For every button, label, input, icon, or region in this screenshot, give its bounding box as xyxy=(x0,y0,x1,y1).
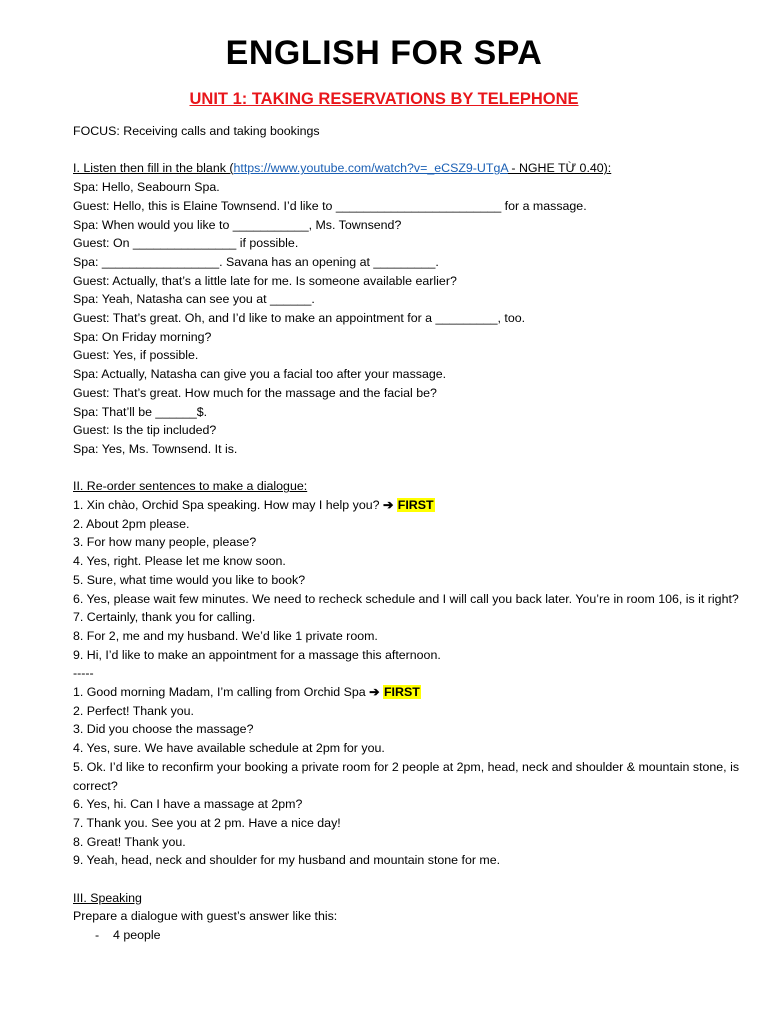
dialogue-1-first-text: 1. Xin chào, Orchid Spa speaking. How may I help you? xyxy=(73,498,380,513)
youtube-link[interactable]: https://www.youtube.com/watch?v=_eCSZ9-UTgA xyxy=(233,161,508,176)
reorder-line: 2. About 2pm please. xyxy=(73,516,190,531)
reorder-line: 5. Sure, what time would you like to book? xyxy=(73,572,306,587)
reorder-line: 3. Did you choose the massage? xyxy=(73,722,254,737)
dialogue-line: Guest: Yes, if possible. xyxy=(73,348,199,363)
document-body xyxy=(73,122,753,945)
unit-subtitle: UNIT 1: TAKING RESERVATIONS BY TELEPHONE xyxy=(189,90,579,108)
list-item xyxy=(73,926,753,945)
dialogue-line: Spa: Yes, Ms. Townsend. It is. xyxy=(73,441,238,456)
dialogue-line: Spa: Hello, Seabourn Spa. xyxy=(73,180,220,195)
dialogue-line: Guest: On _______________ if possible. xyxy=(73,236,299,251)
reorder-line: 6. Yes, please wait few minutes. We need to recheck schedule and I will call you back later. You’re in room 106, is it right? xyxy=(73,591,739,606)
dialogue-2-first-line xyxy=(73,683,753,702)
dialogue-1-first-line xyxy=(73,496,753,515)
dialogue-line: Spa: Actually, Natasha can give you a facial too after your massage. xyxy=(73,367,447,382)
reorder-line: 7. Thank you. See you at 2 pm. Have a nice day! xyxy=(73,815,341,830)
reorder-line: 6. Yes, hi. Can I have a massage at 2pm? xyxy=(73,797,303,812)
focus-line: FOCUS: Receiving calls and taking bookings xyxy=(73,124,320,138)
reorder-line: 4. Yes, right. Please let me know soon. xyxy=(73,554,286,569)
dialogue-line: Spa: When would you like to ___________, Ms. Townsend? xyxy=(73,217,402,232)
reorder-line: 9. Yeah, head, neck and shoulder for my husband and mountain stone for me. xyxy=(73,853,501,868)
dialogue-line: Guest: That’s great. Oh, and I’d like to make an appointment for a _________, too. xyxy=(73,311,526,326)
reorder-line: 2. Perfect! Thank you. xyxy=(73,703,194,718)
first-highlight-badge: FIRST xyxy=(397,498,434,513)
dialogue-line: Guest: Actually, that’s a little late for me. Is someone available earlier? xyxy=(73,273,457,288)
reorder-line: 4. Yes, sure. We have available schedule at 2pm for you. xyxy=(73,741,385,756)
right-arrow-icon: ➔ xyxy=(382,498,394,513)
section-1-heading-suffix: - NGHE TỪ 0.40): xyxy=(507,161,612,176)
reorder-line: 9. Hi, I’d like to make an appointment for a massage this afternoon. xyxy=(73,647,441,662)
dialogue-line: Guest: Hello, this is Elaine Townsend. I’d like to ________________________ for a massage. xyxy=(73,198,587,213)
dialogue-line: Guest: Is the tip included? xyxy=(73,423,217,438)
speaking-intro: Prepare a dialogue with guest’s answer like this: xyxy=(73,909,338,924)
dialogue-separator: ----- xyxy=(73,666,94,681)
dialogue-line: Spa: Yeah, Natasha can see you at ______. xyxy=(73,292,315,307)
first-highlight-badge: FIRST xyxy=(383,685,420,700)
dialogue-line: Spa: On Friday morning? xyxy=(73,329,212,344)
reorder-line: 3. For how many people, please? xyxy=(73,535,257,550)
reorder-line: 8. For 2, me and my husband. We’d like 1 private room. xyxy=(73,628,378,643)
list-item-text: 4 people xyxy=(113,928,161,943)
reorder-line: 5. Ok. I’d like to reconfirm your booking a private room for 2 people at 2pm, head, neck and shoulder & mountain stone, is correct? xyxy=(73,759,740,793)
right-arrow-icon: ➔ xyxy=(369,685,380,700)
dialogue-2-first-text: 1. Good morning Madam, I’m calling from Orchid Spa xyxy=(73,685,366,700)
dialogue-line: Spa: That’ll be ______$. xyxy=(73,404,208,419)
reorder-line: 8. Great! Thank you. xyxy=(73,834,186,849)
section-1-heading-prefix: I. Listen then fill in the blank ( xyxy=(73,161,234,176)
dialogue-line: Spa: _________________. Savana has an opening at _________. xyxy=(73,254,439,269)
section-2-heading: II. Re-order sentences to make a dialogue: xyxy=(73,479,308,494)
dash-bullet-icon: - xyxy=(95,928,100,943)
section-3-heading: III. Speaking xyxy=(73,890,142,905)
dialogue-line: Guest: That’s great. How much for the massage and the facial be? xyxy=(73,385,437,400)
reorder-line: 7. Certainly, thank you for calling. xyxy=(73,610,256,625)
section-1-heading xyxy=(73,159,753,178)
section-1-lines xyxy=(73,178,753,459)
document-title: ENGLISH FOR SPA xyxy=(225,34,543,72)
